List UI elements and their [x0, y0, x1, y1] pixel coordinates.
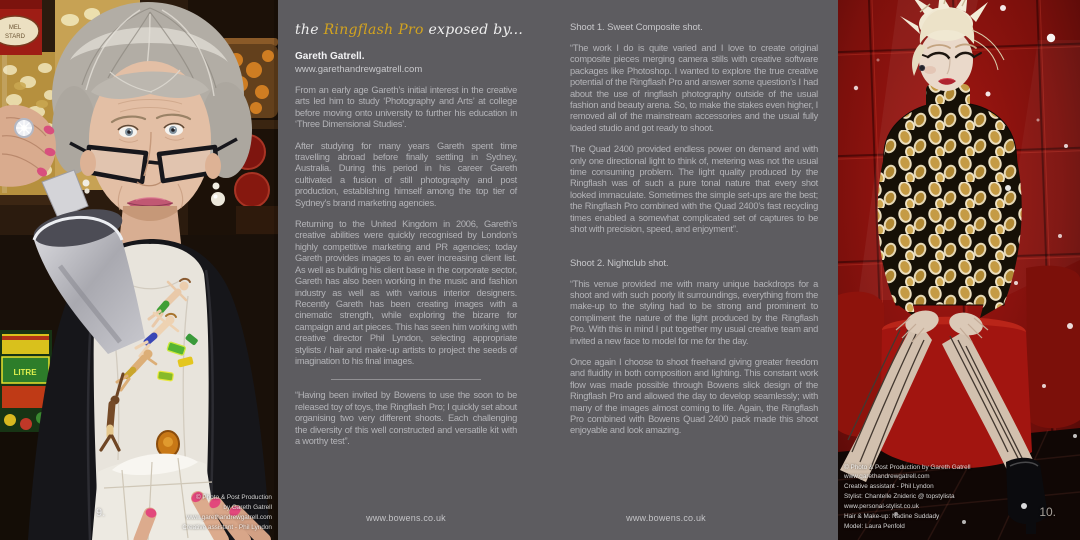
credit-line: Hair & Make-up: Nadine Suddady — [844, 513, 940, 521]
credit-line: © Photo & Post Production by Gareth Gatrell — [844, 463, 971, 471]
credit-line: © Photo & Post Production — [195, 494, 272, 502]
left-photo-page-9 — [0, 0, 278, 540]
photo-credit-left — [182, 493, 272, 533]
pull-quote: “Having been invited by Bowens to use the soon to be released toy of toys, the Ringflash Pro; I quickly set about organising two very different shoots. Each challenging the diversity of this well constructed and versatile kit with a worthy test”. — [295, 390, 517, 446]
nightclub-photo-illustration — [838, 0, 1080, 540]
title-pre: the — [295, 22, 324, 38]
bio-column — [295, 0, 524, 447]
right-photo-page-10 — [838, 0, 1080, 540]
article-title — [295, 22, 524, 38]
shoot1-paragraph-2: The Quad 2400 provided endless power on demand and with only one directional light to think of, metering was not the usual time consuming problem. The light quality produced by the Ringflash was of such a pure tonal nature that every shot looked immaculate. Sometimes the simple set-ups are the best; the Ringflash Pro combined with the Quad 2400’s fast recycling times enabled a somewhat complicated set of captures to be shot with precision, speed, and enjoyment”. — [570, 144, 818, 235]
credit-line: Creative assistant - Phil Lyndon — [844, 483, 934, 491]
article-text-area — [278, 0, 838, 540]
page-number-left: 9. — [96, 507, 106, 519]
photo-credit-right — [844, 463, 971, 532]
title-highlight: Ringflash Pro — [323, 22, 424, 38]
shoot2-heading: Shoot 2. Nightclub shot. — [570, 257, 669, 269]
jar-label-text-1: MEL — [8, 25, 22, 31]
section-divider — [331, 379, 481, 380]
credit-line: www.garethandrewgatrell.com — [844, 473, 930, 481]
credit-line: Model: Laura Penfold — [844, 523, 905, 531]
sweet-shop-photo-illustration — [0, 0, 278, 540]
page-number-right: 10. — [1039, 505, 1056, 519]
shoots-column — [570, 0, 818, 437]
jar-label-text-2: STARD — [5, 34, 25, 40]
bio-paragraph-1: From an early age Gareth’s initial interest in the creative arts led him to study ‘Photography and Arts’ at college before moving onto university to further his education in ‘Three Dimensional Studies’. — [295, 85, 517, 130]
title-post: exposed by... — [423, 22, 524, 38]
footer-url-right: www.bowens.co.uk — [626, 513, 706, 523]
bio-paragraph-2: After studying for many years Gareth spent time travelling abroad before finally settling in Sydney, Australia. During this period in his career Gareth cultivated a fusion of still photography and post production, establishing himself among the top tier of Sydney’s brand marketing agencies. — [295, 140, 517, 208]
footer-url-left: www.bowens.co.uk — [366, 513, 446, 523]
sweet-box-label-text: LITRE — [13, 368, 37, 377]
shoot2-paragraph-2: Once again I choose to shoot freehand giving greater freedom and fluidity in both composition and lighting. This constant work flow was made possible through Bowens slick design of the Ringflash Pro and allowed the day to develop seamlessly; with many of the images almost coming to life. Again, the Ringflash Pro combined with Bowens Quad 2400 pack made this shoot enjoyable and look amazing. — [570, 356, 818, 436]
author-url: www.garethandrewgatrell.com — [295, 64, 423, 75]
credit-line: by Gareth Gatrell — [223, 504, 272, 512]
credit-line: www.personal-stylist.co.uk — [844, 503, 919, 511]
shoot2-paragraph-1: “This venue provided me with many unique backdrops for a shoot and with such poorly lit surroundings, everything from the make-up to the styling had to be strong and prominent to compliment the nature of the light produced by the Ringflash Pro. With this in mind I put together my usual creative team and invited a new face to model for me for the day. — [570, 278, 818, 346]
credit-line: www.garethandrewgatrell.com — [186, 514, 272, 522]
author-name: Gareth Gatrell. — [295, 51, 365, 62]
credit-line: Stylist: Chantelle Znideric @ topstylista — [844, 493, 955, 501]
shoot1-heading: Shoot 1. Sweet Composite shot. — [570, 22, 703, 33]
credit-line: Creative assistant - Phil Lyndon — [182, 524, 272, 532]
bio-paragraph-3: Returning to the United Kingdom in 2006, Gareth’s creative abilities were quickly recognised by London’s highly competitive marketing and PR agencies; today Gareth provides images to an ever increasing client list. As well as building his client base in the corporate sector, Gareth has also been working in the music and fashion industry as well as with various interior designers. Recently Gareth has been creating images with a cinematic strength, while exploring the bizarre for campaign and art pieces. This has seen him working with creative director Phil Lyndon, selecting appropriate stylists / hair and make-up artists to project the seeds of imagination to his final images. — [295, 219, 517, 366]
shoot1-paragraph-1: “The work I do is quite varied and I love to create original composite pieces merging camera stills with creative software packages like Photoshop. I wanted to explore the true creative potential of the Ringflash Pro and answer some question’s I had about the use of ringflash photography outside of the usual fashion and beauty arena. So, to make the stakes even higher, I removed all of the mainstream accessories and the usual fully loaded studio and got ready to shoot. — [570, 43, 818, 133]
